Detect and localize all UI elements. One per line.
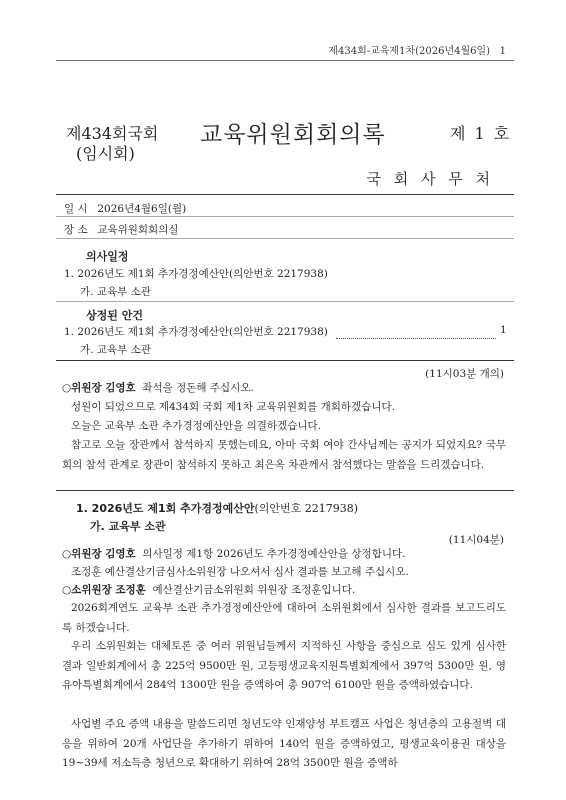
speaker-name: 소위원장 조정훈 xyxy=(71,584,146,596)
speech-3-para-2: 2026회계연도 교육부 소관 추가경정예산안에 대하여 소위원회에서 심사한 결과를 보고드리도록 하겠습니다. xyxy=(62,602,506,634)
section-heading xyxy=(76,500,358,516)
speech-1 xyxy=(62,379,506,399)
page-number: 1 xyxy=(499,46,506,57)
meeting-place xyxy=(64,222,179,237)
document-title: 교육위원회회의록 xyxy=(200,122,386,148)
speech-2-para-2: 조정훈 예산결산기금심사소위원장 나오셔서 심사 결과를 보고해 주십시오. xyxy=(71,566,409,578)
tabled-title: 상정된 안건 xyxy=(86,309,143,322)
agenda-item: 1. 2026년도 제1회 추가경정예산안(의안번호 2217938) xyxy=(64,268,328,280)
speech-3 xyxy=(62,581,506,601)
speaker-name: 위원장 김영호 xyxy=(71,382,136,394)
speaker-marker: ○ xyxy=(62,584,72,596)
speech-1-para-2: 성원이 되었으므로 제434회 국회 제1차 교육위원회를 개회하겠습니다. xyxy=(71,401,395,413)
masthead-divider xyxy=(56,194,514,195)
issue-number: 제 1 호 xyxy=(450,124,512,143)
speech-3-para-3: 우리 소위원회는 대체토론 중 여러 위원님들께서 지적하신 사항을 중심으로 심도 있게 심사한 결과 일반회계에서 총 225억 9500만 원, 고등평생교육지원특별회계에서 397억 5300만 원, 영유아특별회계에서 284억 1300만 원을 증액하여 총 907억 6100만 원을 증액하였습니다. xyxy=(62,640,506,691)
date-label: 일 시 xyxy=(64,203,88,215)
agenda-title: 의사일정 xyxy=(86,250,129,263)
speech-1-para-4: 참고로 오늘 장관께서 참석하지 못했는데요, 아마 국회 여야 간사님께는 공지가 되었지요? 국무회의 참석 관계로 장관이 참석하지 못하고 최은옥 차관께서 참석했다는 말씀을 드리겠습니다. xyxy=(62,439,506,471)
section-heading-bold: 1. 2026년도 제1회 추가경정예산안 xyxy=(76,502,255,515)
speech-3-para-4: 사업별 주요 증액 내용을 말씀드리면 청년도약 인재양성 부트캠프 사업은 청년층의 고용절벽 대응을 위하여 20개 사업단을 추가하기 위하여 140억 원을 증액하였고, 평생교육이용권 대상을 19~39세 저소득층 청년으로 확대하기 위하여 28억 3500만 원을 증액하 xyxy=(62,718,506,769)
section-heading-rest: (의안번호 2217938) xyxy=(254,502,359,515)
date-value: 2026년4월6일(월) xyxy=(97,203,187,215)
speech-text: 예산결산기금소위원회 위원장 조정훈입니다. xyxy=(152,584,356,596)
time-open: (11시03분 개의) xyxy=(425,368,504,380)
publisher: 국 회 사 무 처 xyxy=(366,170,494,188)
session-type: (임시회) xyxy=(76,144,135,163)
speech-text: 의사일정 제1항 2026년도 추가경정예산안을 상정합니다. xyxy=(142,548,406,560)
tabled-item: 1. 2026년도 제1회 추가경정예산안(의안번호 2217938) xyxy=(64,326,328,338)
tabled-divider xyxy=(56,360,514,361)
tabled-subitem: 가. 교육부 소관 xyxy=(80,344,151,356)
place-value: 교육위원회회의실 xyxy=(97,224,179,236)
speaker-marker: ○ xyxy=(62,548,72,560)
running-head: 제434회-교육제1차(2026년4월6일) xyxy=(328,46,491,57)
info-divider-1 xyxy=(56,216,514,217)
section-divider xyxy=(56,490,514,491)
speaker-marker: ○ xyxy=(62,382,72,394)
speech-text: 좌석을 정돈해 주십시오. xyxy=(142,382,254,394)
meeting-date xyxy=(64,201,186,216)
speech-1-para-3: 오늘은 교육부 소관 추가경정예산안을 의결하겠습니다. xyxy=(71,420,321,432)
agenda-subitem: 가. 교육부 소관 xyxy=(80,286,151,298)
speaker-name: 위원장 김영호 xyxy=(71,548,136,560)
speech-2 xyxy=(62,545,506,565)
place-label: 장 소 xyxy=(64,224,88,236)
running-header xyxy=(328,42,506,57)
info-divider-2 xyxy=(56,238,514,239)
session-label: 제434회국회 xyxy=(66,124,159,143)
time-2: (11시04분) xyxy=(448,534,504,546)
agenda-divider xyxy=(56,301,514,302)
tabled-page: 1 xyxy=(500,324,507,336)
header-divider xyxy=(56,60,514,61)
section-subheading: 가. 교육부 소관 xyxy=(90,520,166,533)
toc-leader-dots xyxy=(336,330,496,339)
